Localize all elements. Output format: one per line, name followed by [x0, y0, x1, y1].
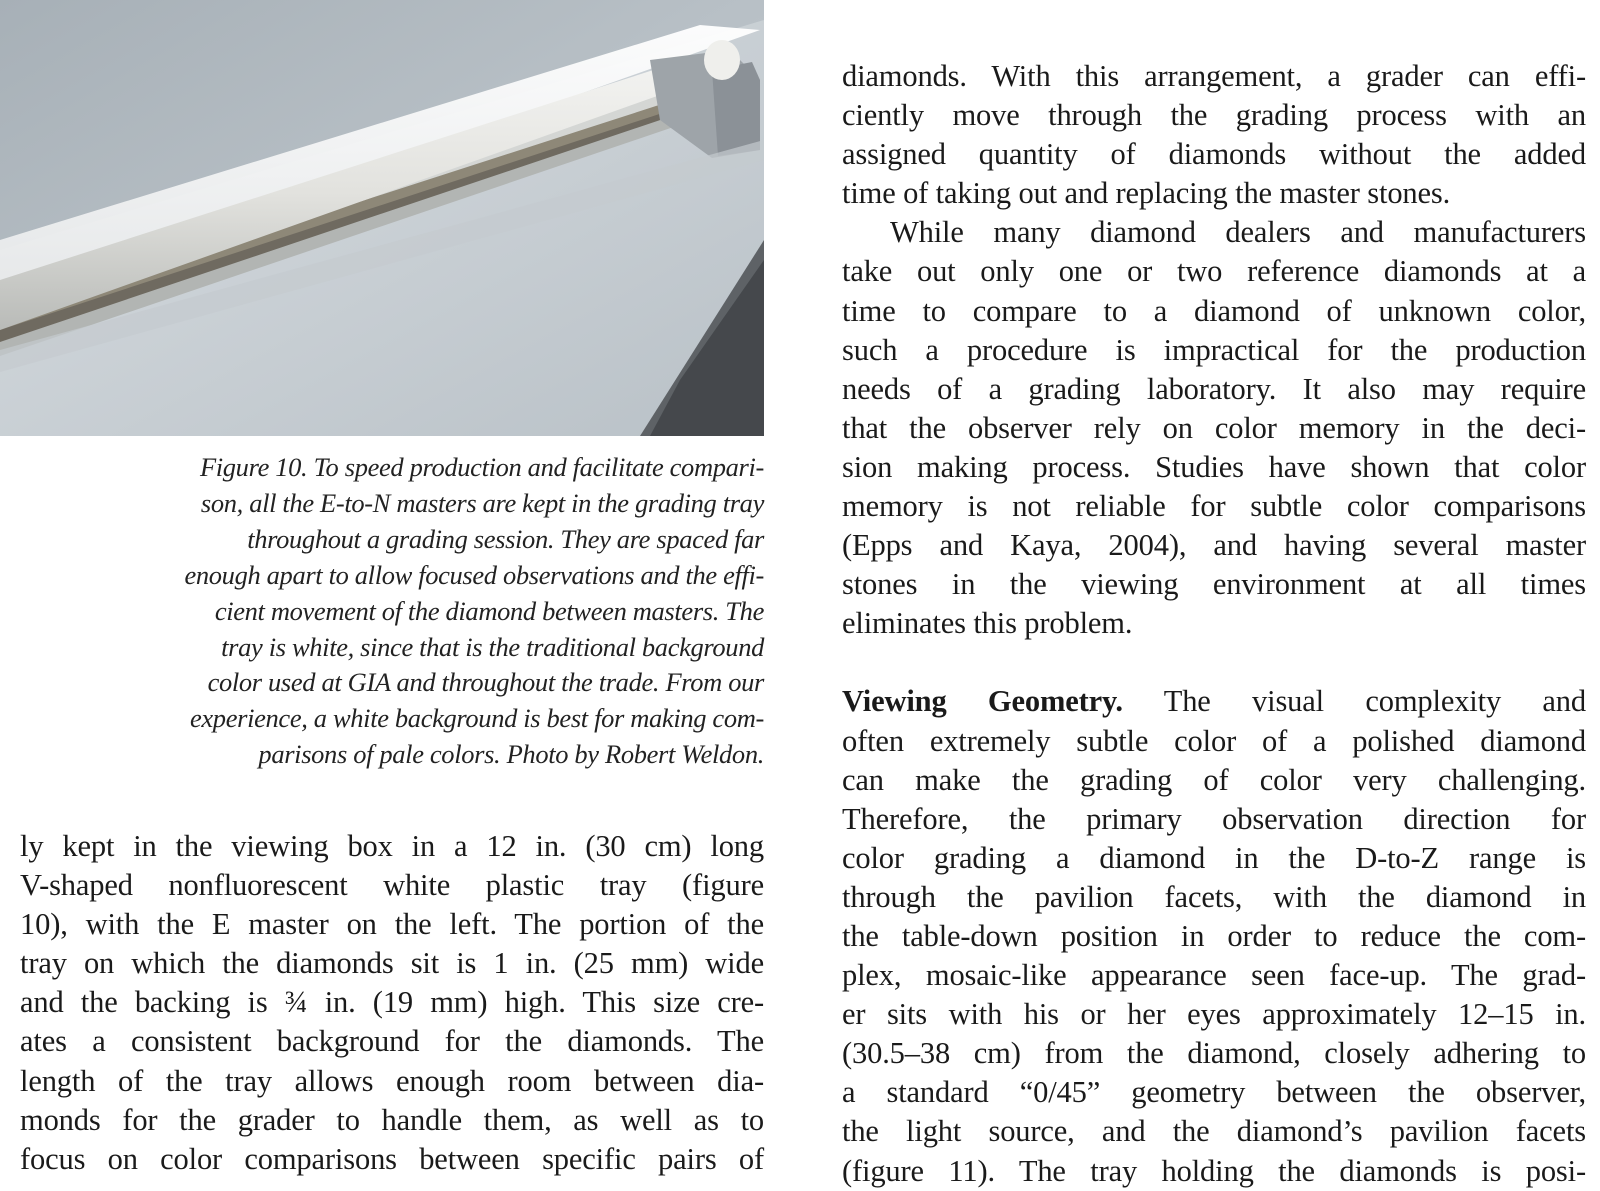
right-column-text [842, 57, 1586, 1191]
body-line: stones in the viewing environment at all times [842, 567, 1586, 602]
caption-line: parisons of pale colors. Photo by Robert Weldon. [258, 739, 764, 770]
body-line: memory is not reliable for subtle color comparisons [842, 489, 1586, 524]
body-line: (Epps and Kaya, 2004), and having several master [842, 528, 1586, 563]
body-line: (30.5–38 cm) from the diamond, closely adhering to [842, 1036, 1586, 1071]
grading-tray-photo [0, 0, 764, 436]
body-line: that the observer rely on color memory in the deci- [842, 410, 1586, 445]
body-line: such a procedure is impractical for the production [842, 332, 1586, 367]
caption-line: tray is white, since that is the traditional background [221, 631, 764, 662]
figure-photo [0, 0, 764, 436]
body-line: ly kept in the viewing box in a 12 in. (30 cm) long [20, 829, 764, 863]
body-line: assigned quantity of diamonds without the added [842, 137, 1586, 172]
body-line: Therefore, the primary observation direction for [842, 801, 1586, 836]
body-line: the light source, and the diamond’s pavilion facets [842, 1114, 1586, 1149]
paragraph-color-memory [842, 213, 1586, 643]
caption-line: experience, a white background is best for making com- [189, 703, 764, 734]
body-line: tray on which the diamonds sit is 1 in. (25 mm) wide [20, 946, 764, 981]
section-viewing-geometry [842, 682, 1586, 1190]
body-line: monds for the grader to handle them, as well as to [20, 1102, 764, 1137]
figure-caption [40, 450, 764, 773]
body-line: focus on color comparisons between specific pairs of [20, 1141, 764, 1176]
paragraph-arrangement [842, 57, 1586, 213]
body-line: time of taking out and replacing the master stones. [842, 176, 1451, 211]
section-first-line-text: The visual complexity and [1122, 684, 1586, 719]
caption-line: Figure 10. To speed production and facilitate compari- [199, 452, 764, 482]
body-line: diamonds. With this arrangement, a grader can effi- [842, 59, 1586, 93]
body-line: can make the grading of color very challenging. [842, 762, 1586, 797]
body-line: 10), with the E master on the left. The portion of the [20, 907, 764, 942]
caption-line: color used at GIA and throughout the trade. From our [207, 667, 764, 698]
body-line: eliminates this problem. [842, 606, 1133, 641]
body-line: the table-down position in order to reduce the com- [842, 918, 1586, 953]
body-line: er sits with his or her eyes approximately 12–15 in. [842, 997, 1586, 1032]
body-line: often extremely subtle color of a polished diamond [842, 723, 1586, 758]
caption-line: enough apart to allow focused observations and the effi- [184, 559, 764, 590]
body-line: time to compare to a diamond of unknown color, [842, 293, 1586, 328]
body-line: ciently move through the grading process with an [842, 98, 1586, 133]
body-line: a standard “0/45” geometry between the observer, [842, 1075, 1586, 1110]
body-line: plex, mosaic-like appearance seen face-up. The grad- [842, 958, 1586, 993]
caption-line: throughout a grading session. They are spaced far [247, 523, 764, 554]
body-line: (figure 11). The tray holding the diamonds is posi- [842, 1153, 1586, 1188]
paragraph-gap [842, 643, 1586, 682]
body-line: take out only one or two reference diamonds at a [842, 254, 1586, 289]
caption-line: cient movement of the diamond between masters. The [214, 595, 764, 626]
body-line: length of the tray allows enough room between dia- [20, 1063, 764, 1098]
body-line: through the pavilion facets, with the diamond in [842, 879, 1586, 914]
body-line: needs of a grading laboratory. It also may require [842, 371, 1586, 406]
body-line: ates a consistent background for the diamonds. The [20, 1024, 764, 1059]
body-line: sion making process. Studies have shown that color [842, 449, 1586, 484]
section-heading: Viewing Geometry. [842, 684, 1123, 719]
section-first-line [842, 682, 1586, 721]
caption-line: son, all the E-to-N masters are kept in the grading tray [200, 487, 764, 518]
body-line: V-shaped nonfluorescent white plastic tray (figure [20, 868, 764, 903]
left-column-text [20, 827, 764, 1179]
body-line: While many diamond dealers and manufacturers [890, 215, 1586, 250]
body-line: color grading a diamond in the D-to-Z range is [842, 840, 1586, 875]
body-line: and the backing is ¾ in. (19 mm) high. This size cre- [20, 985, 764, 1020]
